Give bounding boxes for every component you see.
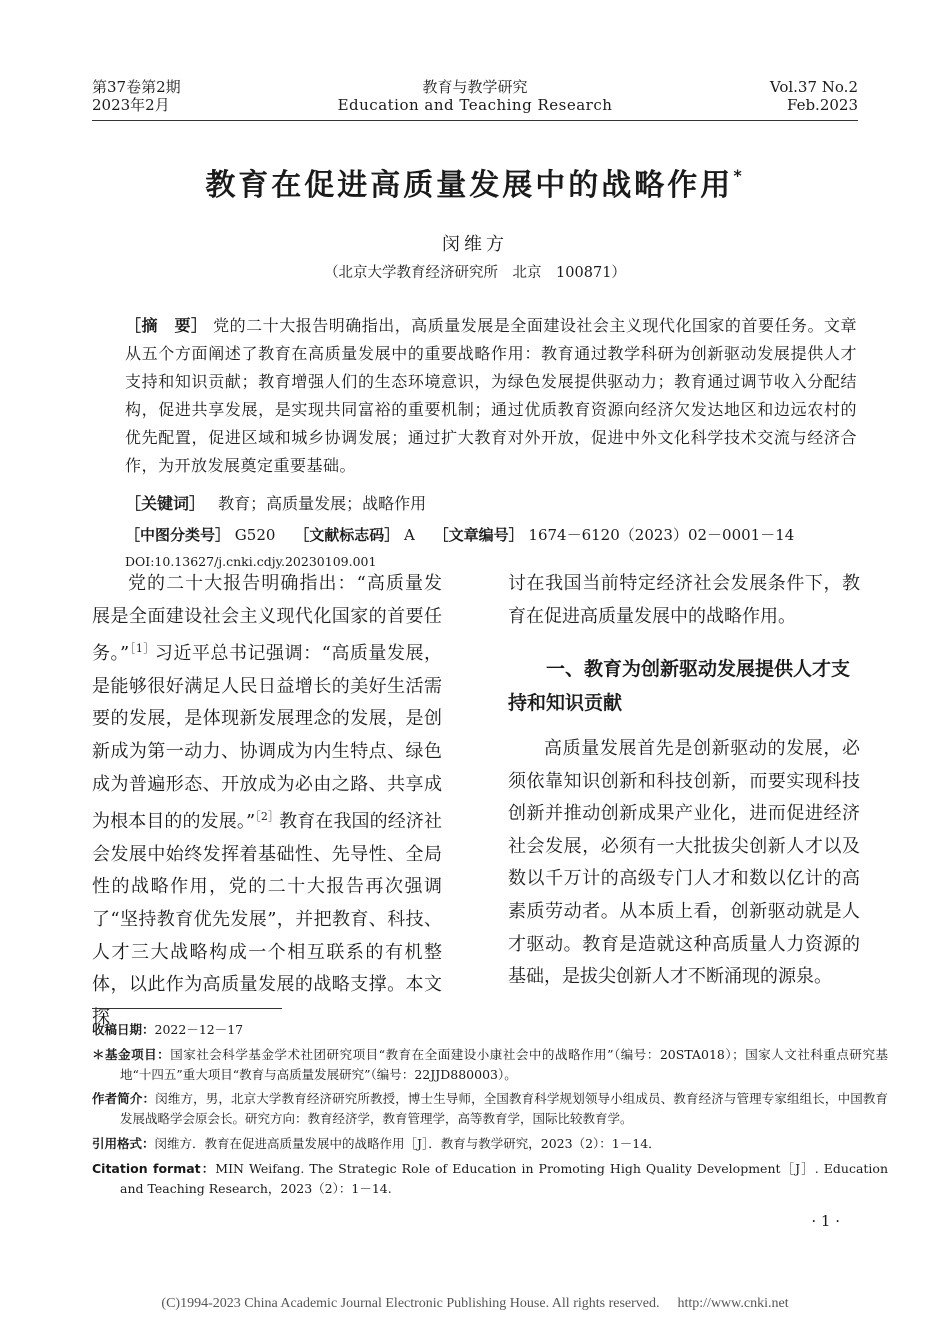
citation-ref: ［2］ [255,810,280,824]
body-text: 教育在我国的经济社会发展中始终发挥着基础性、先导性、全局性的战略作用，党的二十大报告再次强调了“坚持教育优先发展”，并把教育、科技、人才三大战略构成一个相互联系的有机整体，以此作为高质量发展的战略支撑。本文探 [92,811,442,1028]
body-text: 党的二十大报告明确指出：“高质量发展是全面建设社会主义现代化国家的首要任务。” [92,573,442,665]
header-vol-issue: 第37卷第2期 [92,78,181,96]
page-number: · 1 · [811,1212,840,1230]
footnote-fund [92,1045,888,1085]
citation-ref: ［1］ [129,642,155,656]
abstract [125,312,857,480]
journal-name-cn: 教育与教学研究 [422,78,528,96]
doc-code-value: A [404,526,415,544]
journal-name-en: Education and Teaching Research [337,96,613,114]
article-no-value: 1674－6120（2023）02－0001－14 [528,526,795,544]
article-title-text: 教育在促进高质量发展中的战略作用 [205,168,734,203]
article-title [0,160,950,204]
title-footnote-mark: * [733,166,745,185]
keywords [125,492,857,516]
citation-label: 引用格式： [92,1136,155,1151]
abstract-text: 党的二十大报告明确指出，高质量发展是全面建设社会主义现代化国家的首要任务。文章从五个方面阐述了教育在高质量发展中的重要战略作用：教育通过教学科研为创新驱动发展提供人才支持和知识贡献；教育增强人们的生态环境意识，为绿色发展提供驱动力；教育通过调节收入分配结构，促进共享发展，是实现共同富裕的重要机制；通过优质教育资源向经济欠发达地区和边远农村的优先配置，促进区域和城乡协调发展；通过扩大教育对外开放，促进中外文化科学技术交流与经济合作，为开放发展奠定重要基础。 [125,316,857,475]
copyright-text: (C)1994-2023 China Academic Journal Electronic Publishing House. All rights reserved. [161,1296,660,1311]
clc-label: ［中图分类号］ [125,526,231,544]
keywords-label: ［关键词］ [125,494,206,513]
bio-label: 作者简介： [92,1091,156,1106]
author-name: 闵维方 [442,234,508,255]
received-label: 收稿日期： [92,1022,155,1037]
abstract-label: ［摘 要］ [125,316,208,335]
header-date-en: Feb.2023 [786,96,858,114]
footnote-received [92,1020,860,1040]
body-text: 习近平总书记强调：“高质量发展，是能够很好满足人民日益增长的美好生活需要的发展，是体现新发展理念的发展，是创新成为第一动力、协调成为内生特点、绿色成为普遍形态、开放成为必由之路、共享成为根本目的的发展。” [92,643,443,833]
footnote-author-bio [92,1089,888,1129]
doc-code-label: ［文献标志码］ [294,526,400,544]
header-date-cn: 2023年2月 [92,96,170,114]
header-volume-en [770,78,858,114]
classification-line [125,523,865,547]
author-affiliation: （北京大学教育经济研究所 北京 100871） [324,265,626,281]
received-value: 2022－12－17 [154,1022,244,1037]
body-right-continuation: 讨在我国当前特定经济社会发展条件下，教育在促进高质量发展中的战略作用。 [508,573,860,627]
doi: DOI:10.13627/j.cnki.cdjy.20230109.001 [125,554,377,569]
citation-en-value: MIN Weifang. The Strategic Role of Education in Promoting High Quality Development［J］. Education and Teaching Research，2023（2）：1－14. [120,1161,889,1196]
keywords-text: 教育；高质量发展；战略作用 [218,494,427,513]
copyright-footer [0,1296,950,1312]
bio-value: 闵维方，男，北京大学教育经济研究所教授，博士生导师，全国教育科学规划领导小组成员、教育经济与管理专家组组长，中国教育发展战略学会原会长。研究方向：教育经济学，教育管理学，高等教育学，国际比较教育学。 [120,1091,888,1126]
body-paragraph [92,568,442,1034]
footnote-citation-en [92,1159,888,1199]
citation-value: 闵维方．教育在促进高质量发展中的战略作用［J］．教育与教学研究，2023（2）：1－14． [154,1136,661,1151]
section-heading: 一、教育为创新驱动发展提供人才支持和知识贡献 [508,658,851,714]
body-paragraph: 高质量发展首先是创新驱动的发展，必须依靠知识创新和科技创新，而要实现科技创新并推动创新成果产业化，进而促进经济社会发展，必须有一大批拔尖创新人才以及数以千万计的高级专门人才和数以亿计的高素质劳动者。从本质上看，创新驱动就是人才驱动。教育是造就这种高质量人力资源的基础，是拔尖创新人才不断涌现的源泉。 [508,738,860,988]
header-vol-no: Vol.37 No.2 [769,78,858,96]
article-no-label: ［文章编号］ [433,526,524,544]
fund-value: 国家社会科学基金学术社团研究项目“教育在全面建设小康社会中的战略作用”（编号：20STA018）；国家人文社科重点研究基地“十四五”重大项目“教育与高质量发展研究”（编号：22JJD880003）。 [120,1047,888,1082]
body-left-column [92,568,442,1034]
clc-value: G520 [234,526,276,544]
header-divider [92,120,858,121]
fund-label: ＊基金项目： [92,1047,171,1062]
footnote-divider [92,1008,282,1009]
footnote-citation-cn [92,1134,860,1154]
citation-en-label: Citation format： [92,1161,216,1176]
cnki-link[interactable]: http://www.cnki.net [677,1296,789,1311]
